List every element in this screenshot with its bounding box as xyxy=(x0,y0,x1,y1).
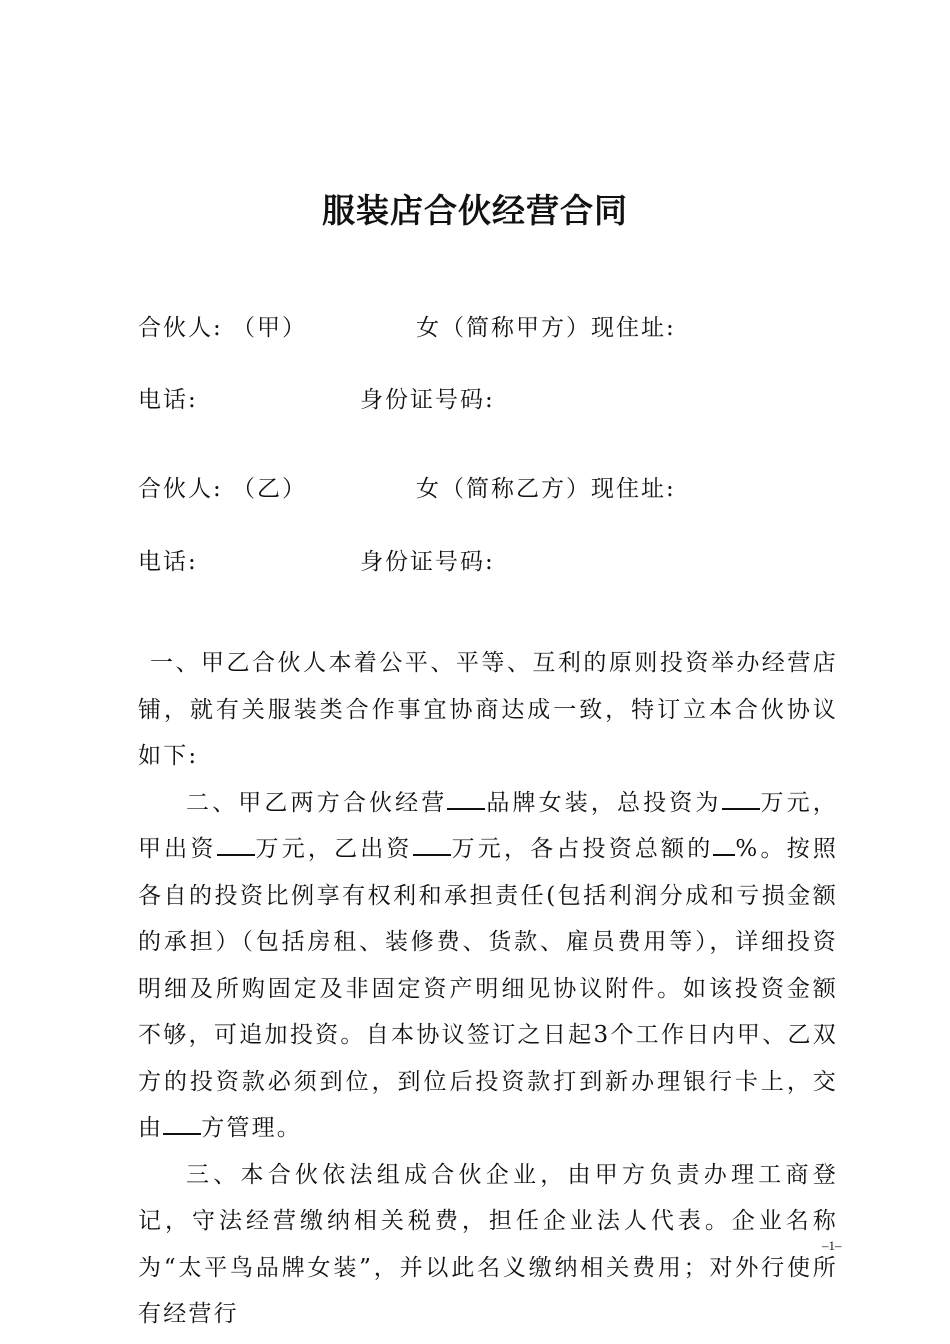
clause-2-text: 二、甲乙两方合伙经营 xyxy=(186,789,448,816)
party-a-gender-address: 女（简称甲方）现住址: xyxy=(416,315,676,341)
clause-2-text: 万元，各占投资总额的 xyxy=(450,836,714,862)
party-b-gender-address: 女（简称乙方）现住址: xyxy=(416,476,676,502)
blank-manager xyxy=(163,1113,201,1135)
clause-1: 一、甲乙合伙人本着公平、平等、互利的原则投资举办经营店铺，就有关服装类合作事宜协商达成一致，特订立本合伙协议如下: xyxy=(138,650,838,769)
party-b-id-number: 身份证号码: xyxy=(360,549,495,575)
clause-2-text: %。按照各自的投资比例享有权利和承担责任(包括利润分成和亏损金额的承担）（包括房租、装修费、货款、雇员费用等），详细投资明细及所购固定及非固定资产明细见协议附件。如该投资金额不够，可追加投资。自本协议签订之日起3个工作日内甲、乙双方的投资款必须到位，到位后投资款打到新办理银行卡上，交由 xyxy=(138,836,839,1141)
clause-2-text: 万元，乙出资 xyxy=(254,836,413,862)
party-a-phone: 电话: xyxy=(138,387,198,413)
party-b-label: 合伙人: （乙） xyxy=(138,476,308,502)
blank-party-b-investment xyxy=(413,834,451,856)
party-b-line xyxy=(138,470,676,503)
clause-2-text: 方管理。 xyxy=(201,1115,303,1141)
party-a-line xyxy=(138,309,676,342)
contract-body xyxy=(138,640,838,1338)
party-b-phone: 电话: xyxy=(138,549,198,575)
clause-2 xyxy=(138,780,838,1152)
clause-3: 三、本合伙依法组成合伙企业，由甲方负责办理工商登记，守法经营缴纳相关税费，担任企业法人代表。企业名称为“太平鸟品牌女装”，并以此名义缴纳相关费用；对外行使所有经营行 xyxy=(138,1161,838,1327)
party-a-contact-line xyxy=(138,381,495,414)
blank-total-investment xyxy=(722,788,760,810)
clause-2-text: 万元，甲出资 xyxy=(138,789,838,862)
page-number: –1– xyxy=(822,1238,842,1253)
party-a-label: 合伙人: （甲） xyxy=(138,315,308,341)
party-b-contact-line xyxy=(138,543,495,576)
blank-party-a-investment xyxy=(217,834,255,856)
blank-brand xyxy=(447,788,485,810)
clause-2-text: 品牌女装，总投资为 xyxy=(485,789,722,816)
blank-percentage xyxy=(713,834,735,856)
party-a-id-number: 身份证号码: xyxy=(360,387,495,413)
document-title: 服装店合伙经营合同 xyxy=(322,191,628,230)
